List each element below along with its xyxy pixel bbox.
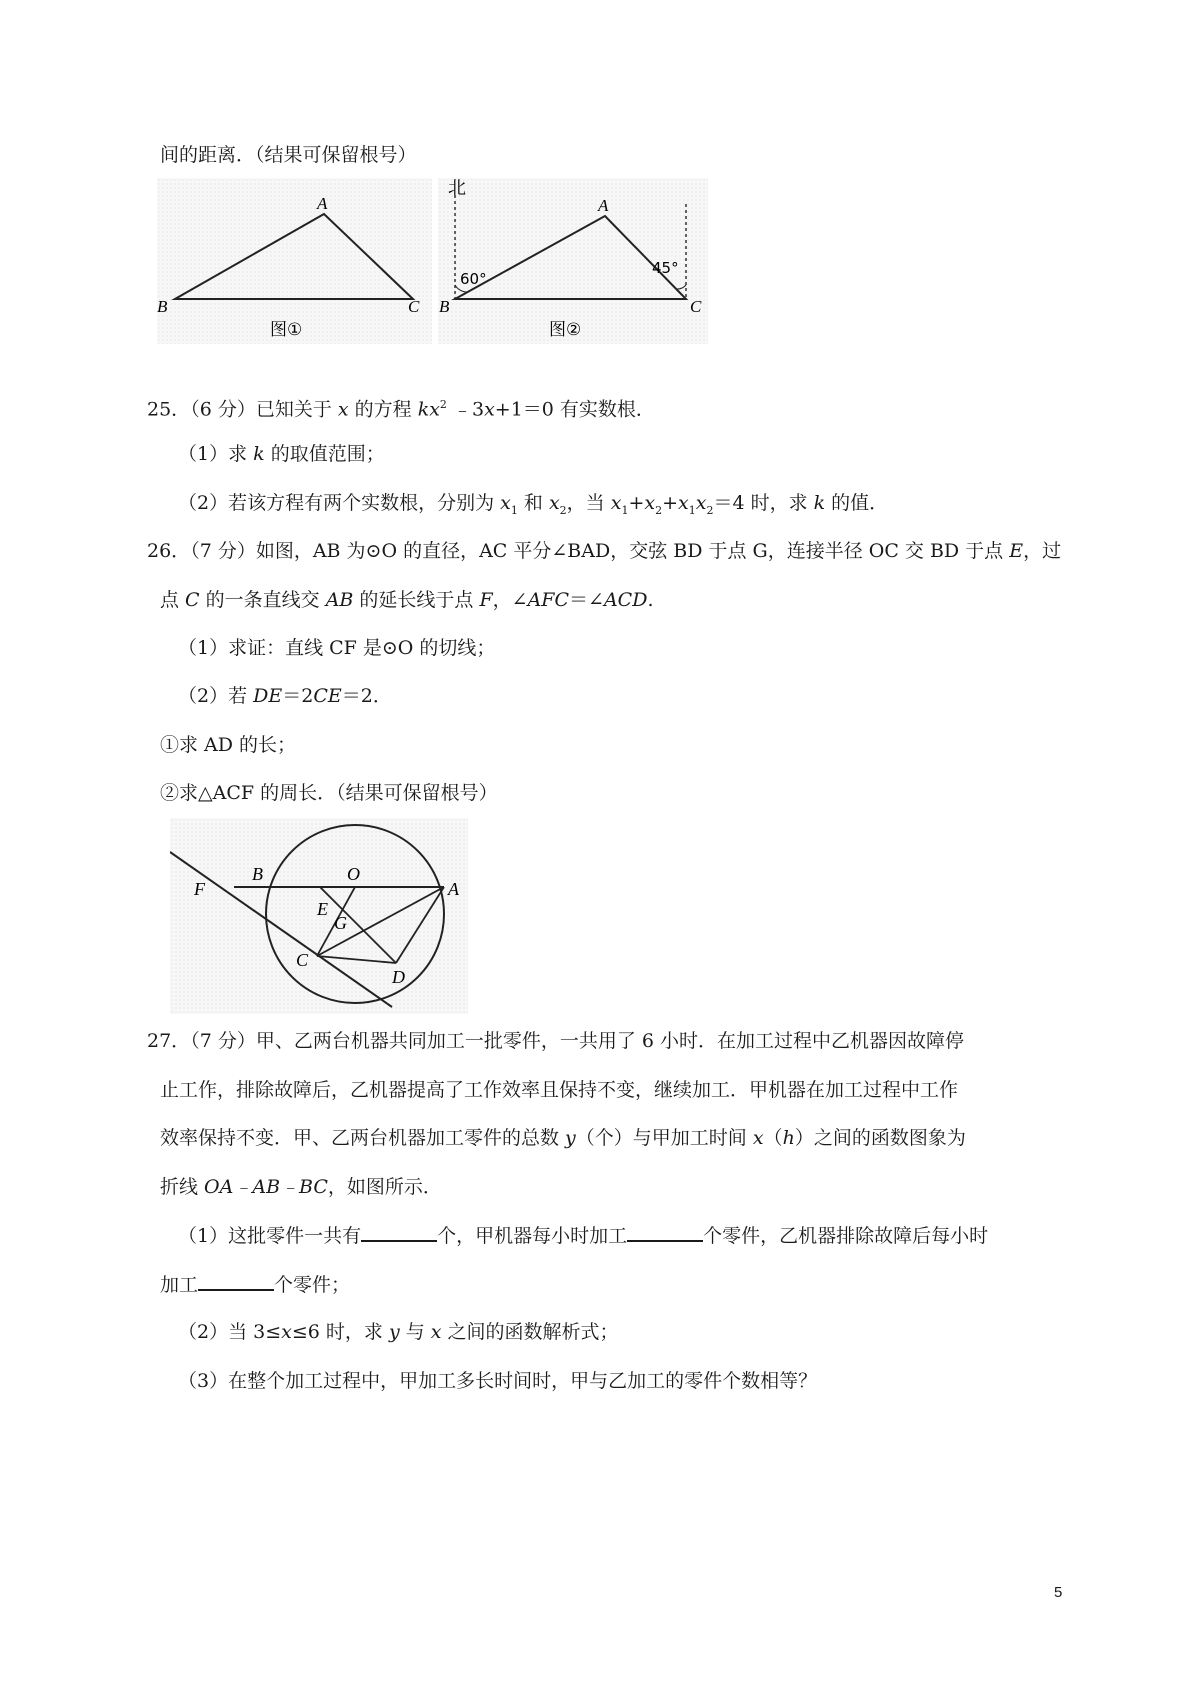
page-number: 5 — [1054, 1584, 1063, 1601]
q25-text: ﹣3 — [446, 398, 485, 421]
chord-bd — [320, 887, 396, 963]
chord-ad — [396, 887, 444, 963]
q27-part1-text: （1）这批零件一共有 — [178, 1225, 362, 1247]
polyline-oabc: OA﹣AB﹣BC — [204, 1176, 328, 1198]
var-x: x — [484, 398, 495, 421]
q27-text: （ — [763, 1127, 783, 1149]
q26-text: ，∠ — [492, 589, 528, 611]
exponent: 2 — [439, 398, 447, 411]
point-c: C — [185, 589, 200, 611]
var-x2: x — [644, 492, 656, 514]
q27-part2-text: 与 — [399, 1321, 431, 1343]
fig-label-f: F — [194, 879, 205, 899]
fig-label-o: O — [347, 864, 360, 884]
q27-part2 — [178, 1319, 619, 1345]
q26-text: . — [647, 589, 654, 611]
segment-ab: AB — [325, 589, 354, 611]
segment-de: DE — [253, 685, 283, 707]
q27-text: 甲、乙两台机器共同加工一批零件，一共用了 6 小时．在加工过程中乙机器因故障停 — [255, 1030, 964, 1052]
q25-number: 25． — [147, 398, 191, 421]
q27-part2-text: 之间的函数解析式； — [441, 1321, 619, 1343]
q27-text: ，如图所示． — [327, 1176, 442, 1198]
circle-o — [266, 825, 444, 1003]
label-a: A — [317, 194, 328, 213]
angle-label-45: 45° — [652, 259, 679, 277]
q25-part2-text: ＝4 时，求 — [713, 492, 814, 514]
subscript: 2 — [706, 503, 714, 517]
label-north: 北 — [448, 178, 466, 199]
answer-blank-total[interactable] — [361, 1222, 437, 1242]
triangle-abc — [175, 214, 413, 299]
q25-text: 的方程 — [348, 398, 418, 421]
q25-points: （6 分） — [190, 398, 256, 421]
unit-h: h — [782, 1127, 795, 1149]
plus-sign: + — [662, 492, 678, 514]
q26-part1: （1）求证：直线 CF 是⊙O 的切线； — [178, 637, 496, 659]
q27-text: ）之间的函数图象为 — [794, 1127, 966, 1149]
angle-acd: ACD — [603, 589, 648, 611]
subscript: 1 — [621, 503, 629, 517]
q27-part1-cont — [160, 1271, 350, 1298]
q27-part2-text: （2）当 3≤ — [178, 1321, 282, 1343]
var-x1: x — [610, 492, 622, 514]
q25-part2-text: 的值． — [825, 492, 889, 514]
q25-part1-text: 的取值范围； — [264, 443, 385, 465]
q27-points: （7 分） — [190, 1030, 256, 1052]
q26-text: 点 — [160, 589, 186, 611]
var-x1: x — [500, 492, 511, 514]
fig-label-d: D — [392, 967, 405, 987]
var-y: y — [388, 1321, 400, 1343]
triangle-abc — [455, 216, 686, 299]
figure-1-svg — [157, 178, 432, 344]
subscript: 2 — [559, 503, 567, 517]
q27-part1-text: 个零件，乙机器排除故障后每小时 — [703, 1225, 989, 1247]
figure-2 — [438, 178, 708, 344]
plus-sign: + — [628, 492, 645, 514]
figure-2-caption: 图② — [549, 320, 582, 340]
q27-text: （个）与甲加工时间 — [575, 1127, 753, 1149]
label-a: A — [598, 196, 609, 215]
intro-line: 间的距离．（结果可保留根号） — [160, 144, 417, 166]
q27-stem-line1 — [147, 1028, 964, 1054]
q26-stem-line1 — [147, 538, 1061, 564]
q26-part2 — [178, 683, 392, 709]
q27-stem-line2: 止工作，排除故障后，乙机器提高了工作效率且保持不变，继续加工．甲机器在加工过程中工作 — [160, 1079, 959, 1101]
q27-number: 27． — [147, 1030, 191, 1052]
q26-sub-b: ②求△ACF 的周长．（结果可保留根号） — [160, 782, 498, 804]
q27-stem-line4 — [160, 1174, 442, 1200]
q25-text: +1＝0 有实数根． — [494, 398, 655, 421]
var-x2: x — [548, 492, 560, 514]
q26-points: （7 分） — [190, 540, 256, 562]
q25-part2-text: ，当 — [566, 492, 611, 514]
angle-label-60: 60° — [460, 270, 487, 288]
q25-part1-text: （1）求 — [178, 443, 254, 465]
var-x: x — [429, 398, 440, 421]
fig-label-b: B — [252, 864, 263, 884]
var-y: y — [565, 1127, 576, 1149]
var-x: x — [752, 1127, 764, 1149]
fig-label-c: C — [296, 950, 309, 970]
q26-text: 的延长线于点 — [353, 589, 480, 611]
var-x1: x — [678, 492, 689, 514]
subscript: 1 — [688, 503, 696, 517]
q27-part1-text: 个零件； — [274, 1274, 351, 1296]
point-e: E — [1009, 540, 1024, 562]
q26-text: ，过 — [1023, 540, 1062, 562]
figure-1 — [157, 178, 432, 344]
var-x: x — [430, 1321, 442, 1343]
var-k: k — [417, 398, 430, 421]
label-c: C — [690, 297, 702, 316]
angle-afc: AFC — [527, 589, 570, 611]
var-k: k — [253, 443, 265, 465]
q27-stem-line3 — [160, 1125, 966, 1151]
q27-part2-text: ≤6 时，求 — [291, 1321, 389, 1343]
answer-blank-machine-b-rate[interactable] — [198, 1271, 274, 1291]
segment-ce: CE — [313, 685, 342, 707]
q26-text: 如图，AB 为⊙O 的直径，AC 平分∠BAD，交弦 BD 于点 G，连接半径 OC 交 BD 于点 — [255, 540, 1010, 562]
figure-q26-svg — [170, 818, 468, 1014]
q25-part2-text: （2）若该方程有两个实数根，分别为 — [178, 492, 501, 514]
point-f: F — [479, 589, 493, 611]
q27-part1-text: 加工 — [160, 1274, 199, 1296]
var-k: k — [813, 492, 826, 514]
subscript: 2 — [655, 503, 663, 517]
q25-part1 — [178, 441, 385, 467]
figure-2-svg — [438, 178, 708, 344]
q27-text: 效率保持不变．甲、乙两台机器加工零件的总数 — [160, 1127, 566, 1149]
figure-q26 — [170, 818, 468, 1014]
label-b: B — [157, 297, 168, 316]
var-x: x — [337, 398, 349, 421]
q25-part2-text: 和 — [517, 492, 549, 514]
q25-stem — [147, 392, 655, 422]
answer-blank-machine-a-rate[interactable] — [627, 1222, 703, 1242]
fig-label-a: A — [448, 879, 459, 899]
q26-text: 的一条直线交 — [199, 589, 326, 611]
subscript: 1 — [510, 503, 518, 517]
angle-arc-c — [676, 285, 686, 289]
q26-number: 26． — [147, 540, 191, 562]
q26-text: ＝∠ — [569, 589, 604, 611]
q27-part1-text: 个，甲机器每小时加工 — [437, 1225, 628, 1247]
q27-text: 折线 — [160, 1176, 205, 1198]
q25-part2 — [178, 490, 888, 524]
label-b: B — [439, 297, 450, 316]
var-x: x — [281, 1321, 292, 1343]
q26-part2-text: ＝2． — [341, 685, 392, 707]
figure-1-caption: 图① — [270, 320, 303, 340]
q27-part3: （3）在整个加工过程中，甲加工多长时间时，甲与乙加工的零件个数相等？ — [178, 1370, 818, 1392]
var-x2: x — [695, 492, 707, 514]
q26-stem-line2 — [160, 587, 654, 613]
q25-text: 已知关于 — [255, 398, 338, 421]
q27-part1 — [178, 1222, 988, 1249]
fig-label-g: G — [334, 913, 347, 933]
fig-label-e: E — [317, 899, 328, 919]
label-c: C — [408, 297, 420, 316]
q26-sub-a: ①求 AD 的长； — [160, 734, 297, 756]
q26-part2-text: （2）若 — [178, 685, 254, 707]
q26-part2-text: ＝2 — [282, 685, 314, 707]
